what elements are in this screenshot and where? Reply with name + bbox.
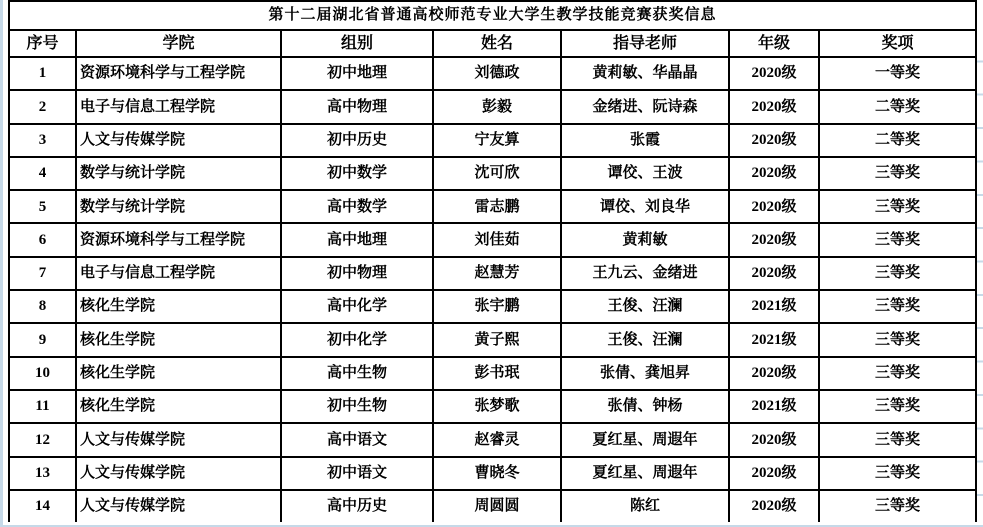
table-row (9, 57, 976, 90)
cell-college: 资源环境科学与工程学院 (76, 57, 281, 90)
cell-college: 电子与信息工程学院 (76, 90, 281, 123)
cell-grade: 2021级 (729, 323, 819, 356)
cell-college: 核化生学院 (76, 290, 281, 323)
cell-name: 黄子熙 (433, 323, 561, 356)
cell-college: 数学与统计学院 (76, 190, 281, 223)
cell-grade: 2020级 (729, 357, 819, 390)
cell-advisors: 王俊、汪澜 (561, 290, 729, 323)
cell-award: 一等奖 (819, 57, 976, 90)
cell-advisors: 张倩、钟杨 (561, 390, 729, 423)
cell-college: 人文与传媒学院 (76, 124, 281, 157)
cell-award: 三等奖 (819, 457, 976, 490)
table-row (9, 423, 976, 456)
cell-award: 三等奖 (819, 290, 976, 323)
cell-group: 初中生物 (281, 390, 433, 423)
cell-group: 高中数学 (281, 190, 433, 223)
cell-grade: 2020级 (729, 423, 819, 456)
cell-name: 曹晓冬 (433, 457, 561, 490)
cell-advisors: 张霞 (561, 124, 729, 157)
title-row (9, 1, 976, 30)
cell-advisors: 谭佼、刘良华 (561, 190, 729, 223)
cell-group: 高中化学 (281, 290, 433, 323)
cell-college: 电子与信息工程学院 (76, 257, 281, 290)
cell-index: 5 (9, 190, 76, 223)
cell-advisors: 张倩、龚旭昇 (561, 357, 729, 390)
table-row (9, 223, 976, 256)
table-row (9, 257, 976, 290)
cell-index: 12 (9, 423, 76, 456)
cell-college: 人文与传媒学院 (76, 423, 281, 456)
cell-group: 高中生物 (281, 357, 433, 390)
cell-name: 刘佳茹 (433, 223, 561, 256)
cell-advisors: 夏红星、周遐年 (561, 423, 729, 456)
cell-name: 彭书珉 (433, 357, 561, 390)
cell-name: 赵慧芳 (433, 257, 561, 290)
cell-name: 张梦歌 (433, 390, 561, 423)
cell-name: 周圆圆 (433, 490, 561, 522)
column-header-award: 奖项 (819, 30, 976, 57)
cell-award: 三等奖 (819, 323, 976, 356)
cell-award: 二等奖 (819, 90, 976, 123)
cell-college: 数学与统计学院 (76, 157, 281, 190)
cell-name: 沈可欣 (433, 157, 561, 190)
column-header-grade: 年级 (729, 30, 819, 57)
cell-college: 人文与传媒学院 (76, 457, 281, 490)
cell-grade: 2020级 (729, 190, 819, 223)
cell-name: 彭毅 (433, 90, 561, 123)
cell-grade: 2021级 (729, 290, 819, 323)
cell-grade: 2020级 (729, 490, 819, 522)
page-title: 第十二届湖北省普通高校师范专业大学生教学技能竞赛获奖信息 (9, 1, 976, 30)
cell-index: 14 (9, 490, 76, 522)
cell-group: 高中语文 (281, 423, 433, 456)
cell-name: 雷志鹏 (433, 190, 561, 223)
cell-index: 13 (9, 457, 76, 490)
cell-index: 7 (9, 257, 76, 290)
cell-advisors: 夏红星、周遐年 (561, 457, 729, 490)
cell-advisors: 黄莉敏、华晶晶 (561, 57, 729, 90)
cell-college: 核化生学院 (76, 390, 281, 423)
table-row (9, 490, 976, 522)
cell-advisors: 黄莉敏 (561, 223, 729, 256)
cell-group: 初中数学 (281, 157, 433, 190)
cell-advisors: 谭佼、王波 (561, 157, 729, 190)
cell-grade: 2020级 (729, 257, 819, 290)
cell-index: 3 (9, 124, 76, 157)
table-row (9, 124, 976, 157)
cell-name: 张宇鹏 (433, 290, 561, 323)
awards-table (8, 0, 977, 522)
column-header-college: 学院 (76, 30, 281, 57)
cell-group: 初中物理 (281, 257, 433, 290)
cell-name: 宁友算 (433, 124, 561, 157)
cell-award: 三等奖 (819, 357, 976, 390)
cell-name: 刘德政 (433, 57, 561, 90)
cell-grade: 2020级 (729, 457, 819, 490)
cell-advisors: 王九云、金绪进 (561, 257, 729, 290)
cell-index: 2 (9, 90, 76, 123)
cell-group: 初中语文 (281, 457, 433, 490)
cell-grade: 2020级 (729, 223, 819, 256)
cell-index: 6 (9, 223, 76, 256)
cell-advisors: 金绪进、阮诗森 (561, 90, 729, 123)
cell-name: 赵睿灵 (433, 423, 561, 456)
cell-index: 10 (9, 357, 76, 390)
cell-award: 三等奖 (819, 423, 976, 456)
cell-college: 人文与传媒学院 (76, 490, 281, 522)
column-header-group: 组别 (281, 30, 433, 57)
cell-grade: 2020级 (729, 157, 819, 190)
table-row (9, 157, 976, 190)
cell-grade: 2020级 (729, 90, 819, 123)
cell-award: 三等奖 (819, 157, 976, 190)
cell-award: 三等奖 (819, 257, 976, 290)
cell-college: 资源环境科学与工程学院 (76, 223, 281, 256)
cell-index: 9 (9, 323, 76, 356)
table-row (9, 390, 976, 423)
cell-college: 核化生学院 (76, 357, 281, 390)
cell-group: 初中地理 (281, 57, 433, 90)
spreadsheet-edge-left (0, 0, 3, 527)
cell-index: 4 (9, 157, 76, 190)
cell-group: 高中地理 (281, 223, 433, 256)
header-row (9, 30, 976, 57)
cell-index: 11 (9, 390, 76, 423)
table-row (9, 323, 976, 356)
cell-group: 初中化学 (281, 323, 433, 356)
table-row (9, 190, 976, 223)
cell-group: 高中历史 (281, 490, 433, 522)
cell-award: 三等奖 (819, 190, 976, 223)
cell-advisors: 王俊、汪澜 (561, 323, 729, 356)
cell-award: 三等奖 (819, 390, 976, 423)
table-row (9, 90, 976, 123)
cell-award: 三等奖 (819, 223, 976, 256)
cell-index: 8 (9, 290, 76, 323)
cell-index: 1 (9, 57, 76, 90)
table-row (9, 457, 976, 490)
cell-group: 高中物理 (281, 90, 433, 123)
cell-grade: 2021级 (729, 390, 819, 423)
cell-grade: 2020级 (729, 57, 819, 90)
column-header-advisors: 指导老师 (561, 30, 729, 57)
cell-grade: 2020级 (729, 124, 819, 157)
cell-advisors: 陈红 (561, 490, 729, 522)
table-row (9, 357, 976, 390)
column-header-index: 序号 (9, 30, 76, 57)
cell-award: 三等奖 (819, 490, 976, 522)
cell-award: 二等奖 (819, 124, 976, 157)
table-row (9, 290, 976, 323)
cell-group: 初中历史 (281, 124, 433, 157)
column-header-name: 姓名 (433, 30, 561, 57)
cell-college: 核化生学院 (76, 323, 281, 356)
table-body (9, 57, 976, 522)
